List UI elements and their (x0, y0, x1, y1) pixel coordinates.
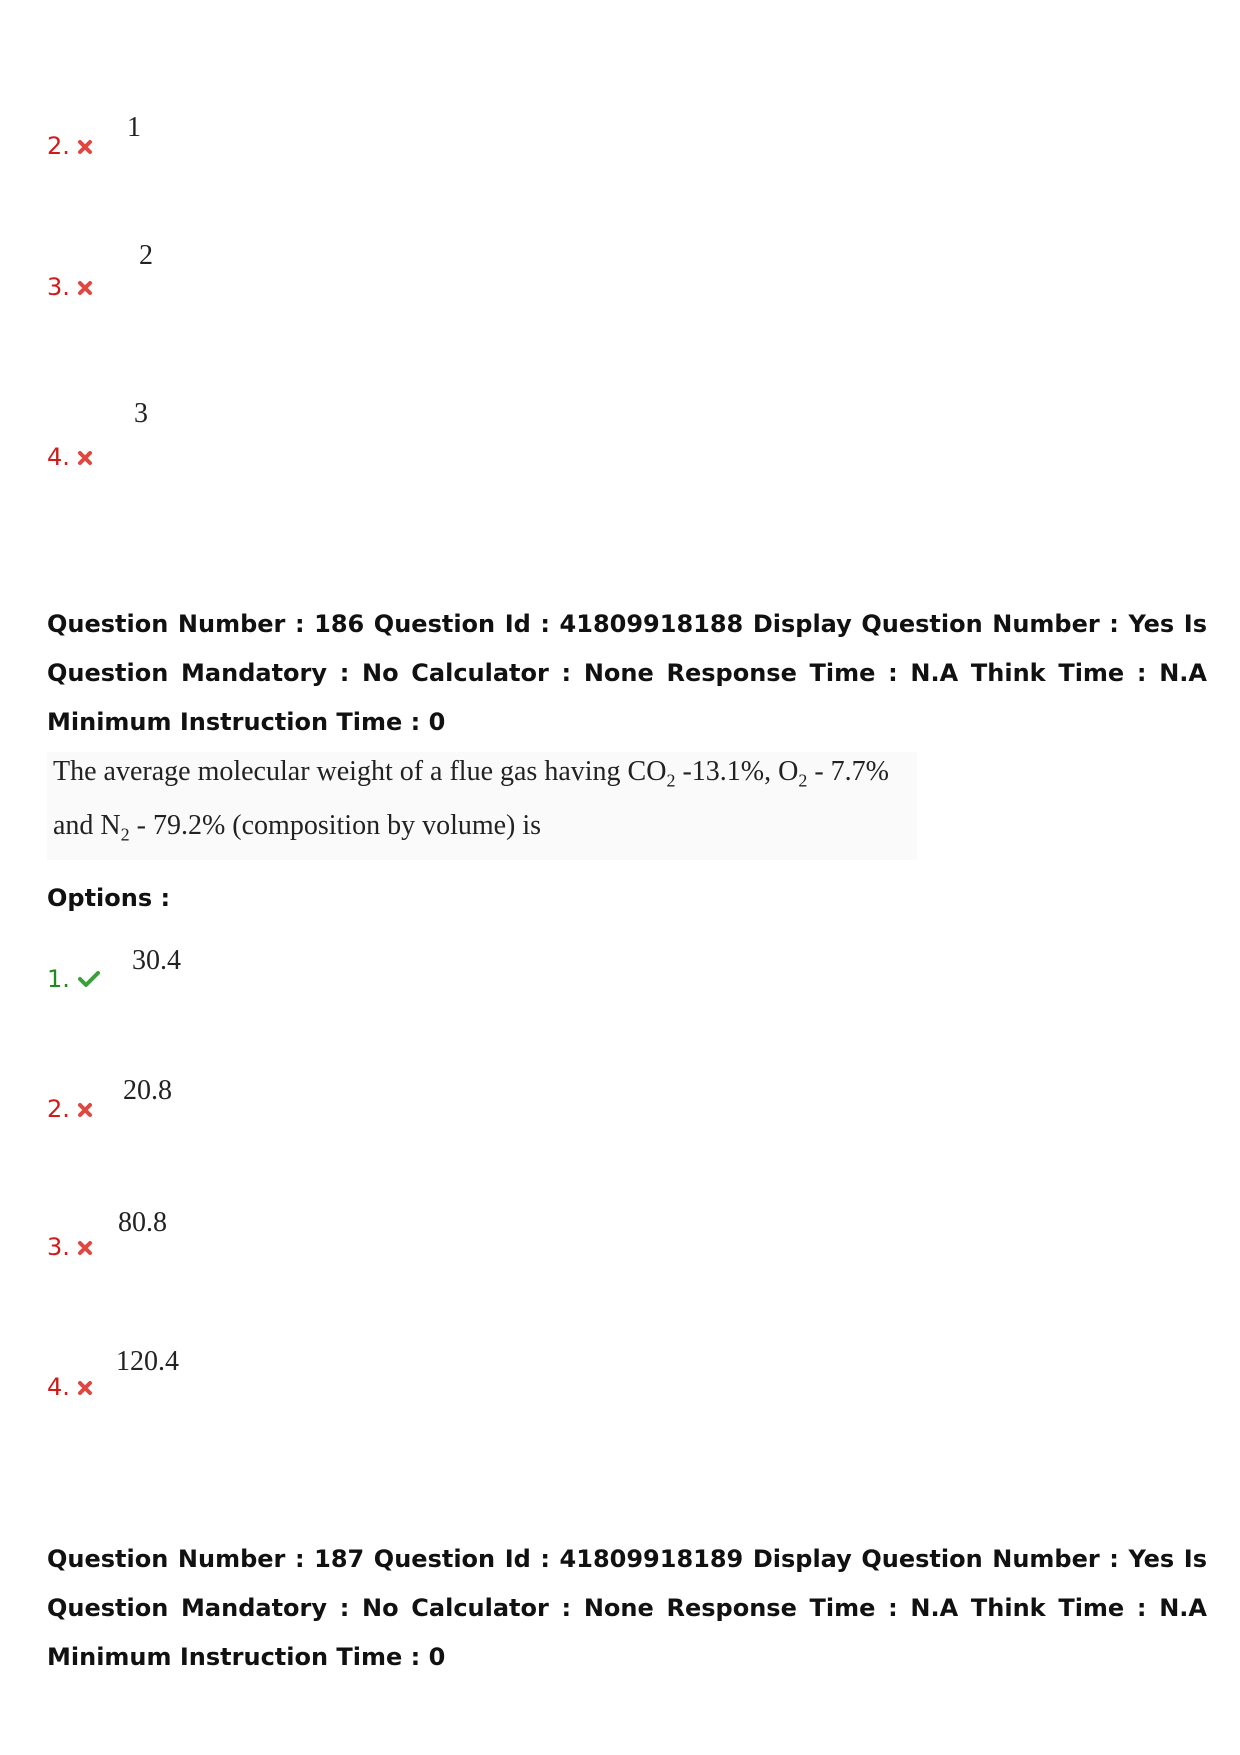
option-value: 2 (139, 240, 153, 271)
option-number: 4. (47, 1373, 70, 1401)
check-icon (77, 969, 101, 989)
option-value: 30.4 (132, 945, 181, 976)
option-1 (47, 945, 347, 1005)
prev-option-2 (47, 112, 347, 172)
option-number: 1. (47, 965, 70, 993)
option-number: 3. (47, 1233, 70, 1261)
cross-icon (77, 139, 93, 155)
option-number: 4. (47, 443, 70, 471)
option-number: 3. (47, 273, 70, 301)
cross-icon (77, 1102, 93, 1118)
option-number: 2. (47, 132, 70, 160)
option-value: 3 (134, 398, 148, 429)
cross-icon (77, 1240, 93, 1256)
options-label: Options : (47, 884, 171, 912)
prev-option-4 (47, 398, 347, 471)
option-number: 2. (47, 1095, 70, 1123)
question-187-header: Question Number : 187 Question Id : 41809918189 Display Question Number : Yes Is Question Mandatory : No Calculator : None Response Time : N.A Think Time : N.A Minimum Instruction Time : 0 (47, 1545, 1207, 1671)
question-186-text (47, 752, 917, 860)
cross-icon (77, 280, 93, 296)
option-value: 80.8 (118, 1207, 167, 1238)
option-value: 20.8 (123, 1075, 172, 1106)
question-line-1: The average molecular weight of a flue gas having $CO_2$ -13.1%, $O_2 - 7.7\%$ (53, 756, 889, 791)
option-4 (47, 1346, 347, 1406)
cross-icon (77, 1380, 93, 1396)
option-3 (47, 1207, 347, 1267)
question-line-2: and $N_2 - 79.2\%$ (composition by volume) is (53, 810, 542, 845)
option-value: 1 (127, 112, 141, 143)
option-2 (47, 1075, 347, 1135)
prev-option-3 (47, 240, 347, 300)
cross-icon (77, 450, 93, 466)
option-value: 120.4 (116, 1346, 179, 1377)
question-186-header: Question Number : 186 Question Id : 41809918188 Display Question Number : Yes Is Question Mandatory : No Calculator : None Response Time : N.A Think Time : N.A Minimum Instruction Time : 0 (47, 610, 1207, 736)
